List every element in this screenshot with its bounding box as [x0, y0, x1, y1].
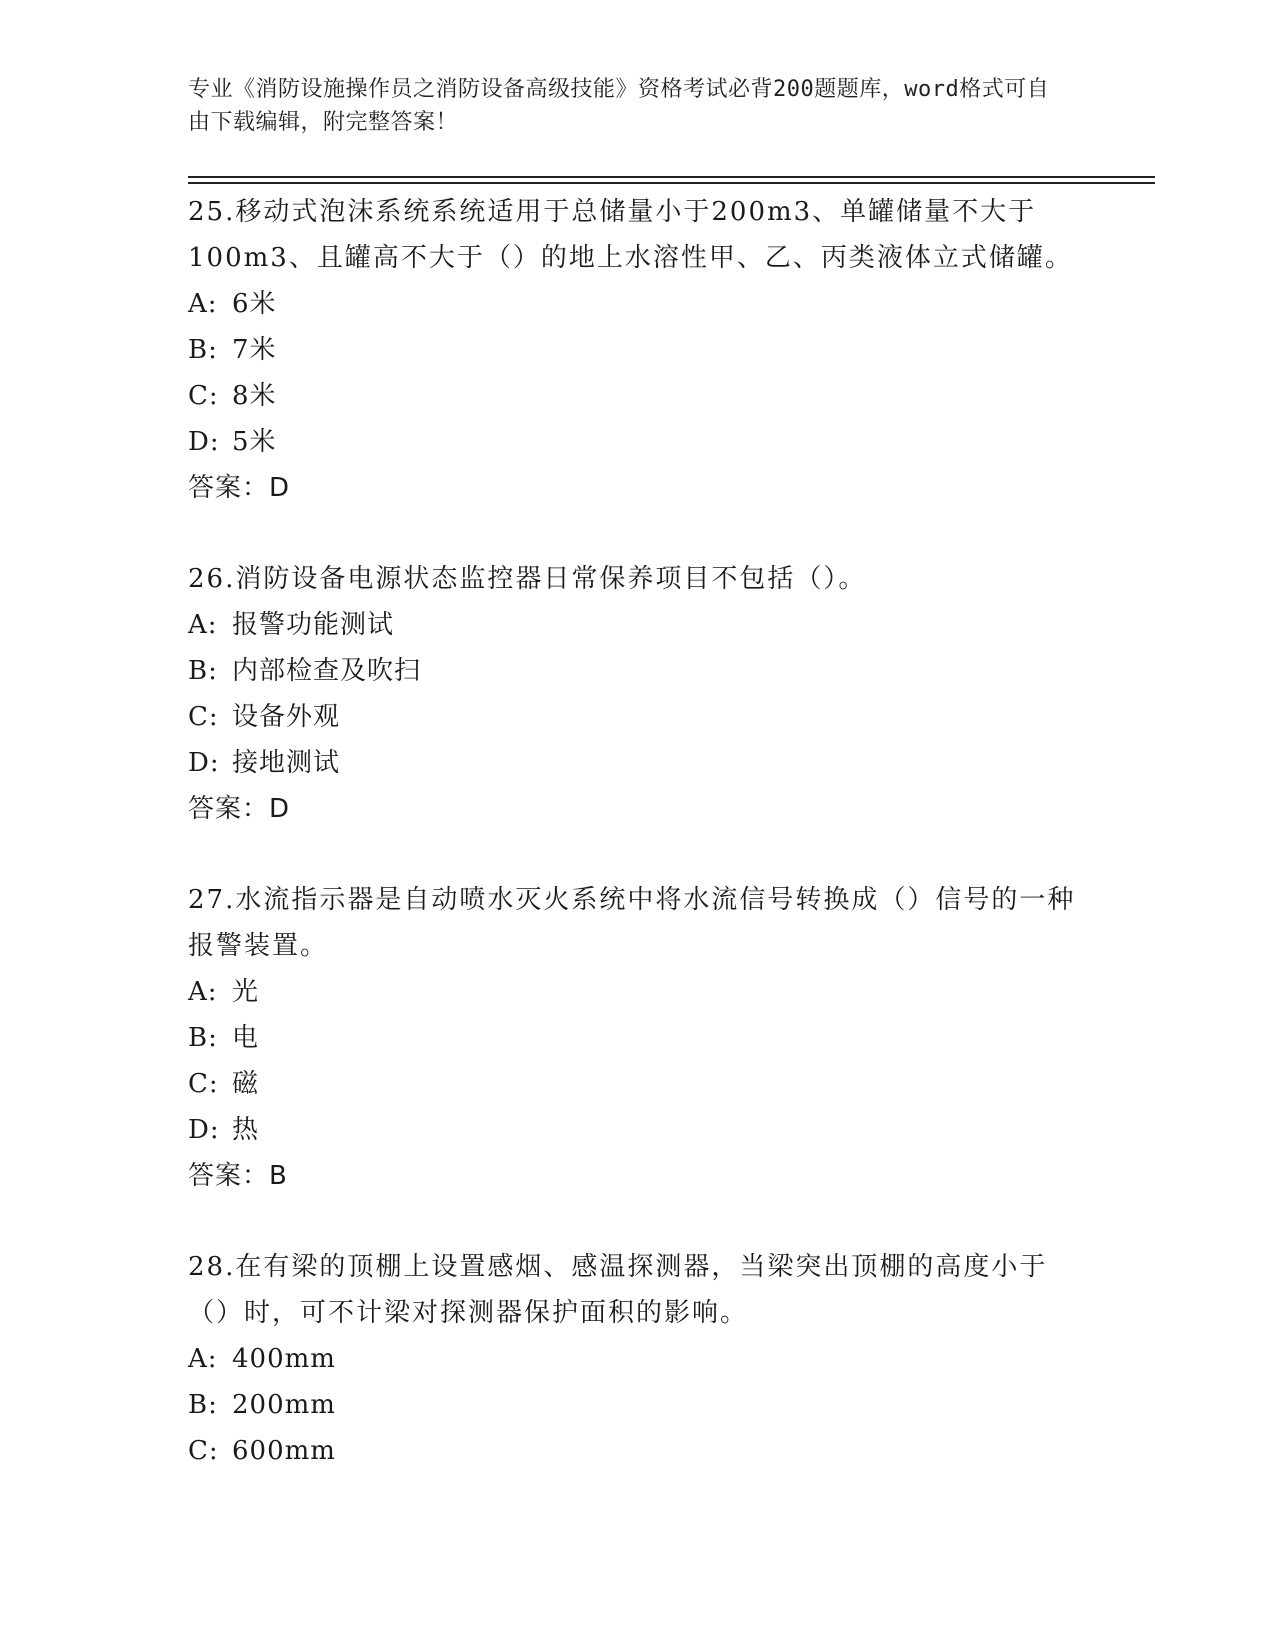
- option-a: [188, 602, 1088, 648]
- question-body: 移动式泡沫系统系统适用于总储量小于200m3、单罐储量不大于100m3、且罐高不大于（）的地上水溶性甲、乙、丙类液体立式储罐。: [188, 197, 1073, 273]
- option-text: 200mm: [232, 1390, 336, 1420]
- option-b: [188, 1015, 1088, 1061]
- option-letter: A:: [188, 977, 218, 1007]
- option-letter: B:: [188, 1023, 218, 1053]
- option-letter: B:: [188, 335, 218, 365]
- option-d: [188, 419, 1088, 465]
- option-a: [188, 1336, 1088, 1382]
- option-b: [188, 1382, 1088, 1428]
- option-text: 5米: [232, 427, 277, 457]
- option-letter: C:: [188, 381, 219, 411]
- question-27: [188, 877, 1088, 1199]
- option-letter: B:: [188, 656, 218, 686]
- question-text: [188, 556, 1088, 602]
- option-letter: C:: [188, 1436, 219, 1466]
- question-body: 消防设备电源状态监控器日常保养项目不包括（）。: [235, 564, 867, 594]
- question-list: [188, 189, 1088, 1519]
- question-number: 28.: [188, 1252, 236, 1282]
- option-text: 内部检查及吹扫: [232, 656, 422, 686]
- option-a: [188, 969, 1088, 1015]
- option-text: 7米: [232, 335, 277, 365]
- header-rule-bottom: [188, 182, 1155, 184]
- option-text: 6米: [232, 289, 277, 319]
- option-c: [188, 694, 1088, 740]
- option-text: 600mm: [232, 1436, 336, 1466]
- answer-line: 答案：D: [188, 794, 291, 824]
- option-text: 报警功能测试: [232, 610, 395, 640]
- option-b: [188, 648, 1088, 694]
- option-c: [188, 373, 1088, 419]
- option-letter: C:: [188, 702, 219, 732]
- question-28: [188, 1244, 1088, 1474]
- question-body: 在有梁的顶棚上设置感烟、感温探测器，当梁突出顶棚的高度小于（）时，可不计梁对探测器保护面积的影响。: [188, 1252, 1048, 1328]
- option-b: [188, 327, 1088, 373]
- question-text: [188, 1244, 1088, 1336]
- question-26: [188, 556, 1088, 832]
- question-number: 25.: [188, 197, 236, 227]
- option-text: 热: [232, 1115, 260, 1145]
- option-text: 设备外观: [232, 702, 341, 732]
- question-number: 27.: [188, 885, 236, 915]
- option-text: 电: [232, 1023, 260, 1053]
- option-letter: B:: [188, 1390, 218, 1420]
- question-25: [188, 189, 1088, 511]
- option-letter: D:: [188, 427, 220, 457]
- option-text: 8米: [232, 381, 277, 411]
- document-header: 专业《消防设施操作员之消防设备高级技能》资格考试必背200题题库，word格式可自由下载编辑，附完整答案！: [188, 77, 1050, 135]
- answer-line: 答案：D: [188, 473, 291, 503]
- option-letter: C:: [188, 1069, 219, 1099]
- option-text: 光: [232, 977, 260, 1007]
- option-letter: A:: [188, 1344, 218, 1374]
- option-d: [188, 1107, 1088, 1153]
- option-a: [188, 281, 1088, 327]
- option-text: 400mm: [232, 1344, 336, 1374]
- option-text: 磁: [232, 1069, 260, 1099]
- question-text: [188, 877, 1088, 969]
- answer-line: 答案：B: [188, 1161, 288, 1191]
- option-letter: D:: [188, 1115, 220, 1145]
- header-rule-top: [188, 176, 1155, 178]
- option-d: [188, 740, 1088, 786]
- option-letter: A:: [188, 289, 218, 319]
- option-c: [188, 1061, 1088, 1107]
- option-letter: A:: [188, 610, 218, 640]
- option-text: 接地测试: [232, 748, 341, 778]
- question-number: 26.: [188, 564, 236, 594]
- question-body: 水流指示器是自动喷水灭火系统中将水流信号转换成（）信号的一种报警装置。: [188, 885, 1076, 961]
- question-text: [188, 189, 1088, 281]
- option-letter: D:: [188, 748, 220, 778]
- option-c: [188, 1428, 1088, 1474]
